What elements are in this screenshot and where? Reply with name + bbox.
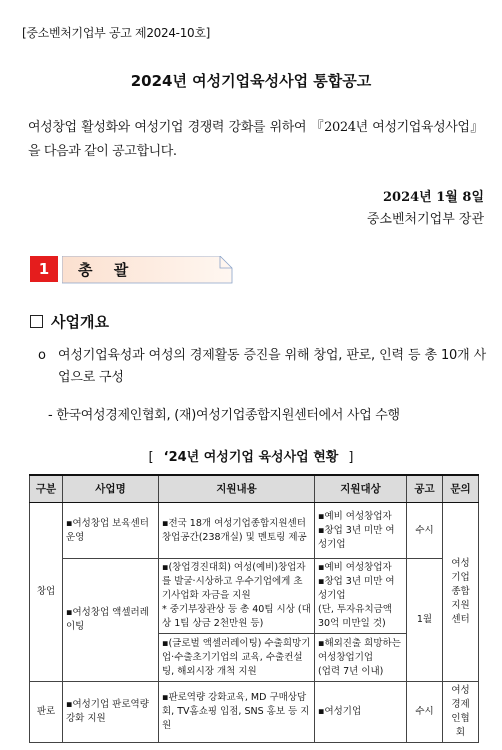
table-header-row — [30, 475, 479, 503]
overview-text: 여성기업육성과 여성의 경제활동 증진을 위해 창업, 판로, 인력 등 총 10개 사업으로 구성 — [58, 348, 486, 385]
square-bullet-icon — [30, 315, 43, 328]
notice-cell: 1월 — [407, 559, 443, 682]
program-name-cell: ▪여성창업 보육센터 운영 — [63, 503, 159, 559]
table-title: [ ‘24년 여성기업 육성사업 현황 ] — [148, 450, 354, 465]
table-row — [30, 503, 479, 559]
target-cell: ▪여성기업 — [315, 682, 407, 743]
target-cell: ▪예비 여성창업자 ▪창업 3년 미만 여성기업 — [315, 503, 407, 559]
notice-cell: 수시 — [407, 503, 443, 559]
category-cell: 판로 — [30, 682, 63, 743]
subsection-title: 사업개요 — [51, 313, 109, 331]
overview-paragraph — [38, 345, 486, 389]
content-cell: ▪판로역량 강화교육, MD 구매상담회, TV홈쇼핑 입점, SNS 홍보 등 지원 — [159, 682, 315, 743]
table-title-text: ‘24년 여성기업 육성사업 현황 — [163, 450, 339, 465]
page-title: 2024년 여성기업육성사업 통합공고 — [130, 72, 372, 90]
category-cell: 창업 — [30, 503, 63, 682]
target-cell: ▪해외진출 희망하는 여성창업기업 (업력 7년 이내) — [315, 634, 407, 682]
content-cell: ▪(창업경진대회) 여성(예비)창업자를 발굴·시상하고 우수기업에게 초기사업화 자금을 지원 * 중기부장관상 등 총 40팀 시상 (대상 1팀 상금 2천만원 등) — [159, 559, 315, 634]
header-notice: 공고 — [407, 475, 443, 503]
subsection-heading — [30, 311, 109, 332]
notice-cell: 수시 — [407, 682, 443, 743]
circle-bullet: o — [38, 348, 46, 363]
inquiry-cell: 여성기업종합지원센터 — [443, 503, 479, 682]
inquiry-cell: 여성경제인협회 — [443, 682, 479, 743]
content-cell: ▪전국 18개 여성기업종합지원센터 창업공간(238개실) 및 멘토링 제공 — [159, 503, 315, 559]
header-content: 지원내용 — [159, 475, 315, 503]
announcement-date: 2024년 1월 8일 — [383, 190, 484, 205]
header-program: 사업명 — [63, 475, 159, 503]
target-cell: ▪예비 여성창업자 ▪창업 3년 미만 여성기업 (단, 투자유치금액 30억 미만일 것) — [315, 559, 407, 634]
intro-paragraph: 여성창업 활성화와 여성기업 경쟁력 강화를 위하여 『2024년 여성기업육성사업』을 다음과 같이 공고합니다. — [28, 120, 483, 159]
content-cell: ▪(글로벌 액셀러레이팅) 수출희망기업·수출초기기업의 교육, 수출컨설팅, 해외시장 개척 지원 — [159, 634, 315, 682]
operator-note: - 한국여성경제인협회, (재)여성기업종합지원센터에서 사업 수행 — [48, 408, 400, 423]
program-table — [29, 474, 479, 743]
notice-number: [중소벤처기업부 공고 제2024-10호] — [22, 26, 211, 40]
header-target: 지원대상 — [315, 475, 407, 503]
issuer: 중소벤처기업부 장관 — [366, 212, 484, 227]
program-name-cell: ▪여성창업 액셀러레이팅 — [63, 559, 159, 682]
section-number-badge: 1 — [30, 256, 58, 282]
header-category: 구분 — [30, 475, 63, 503]
header-inquiry: 문의 — [443, 475, 479, 503]
table-row — [30, 559, 479, 634]
section-title: 총 괄 — [78, 261, 137, 279]
program-name-cell: ▪여성기업 판로역량 강화 지원 — [63, 682, 159, 743]
table-row — [30, 682, 479, 743]
